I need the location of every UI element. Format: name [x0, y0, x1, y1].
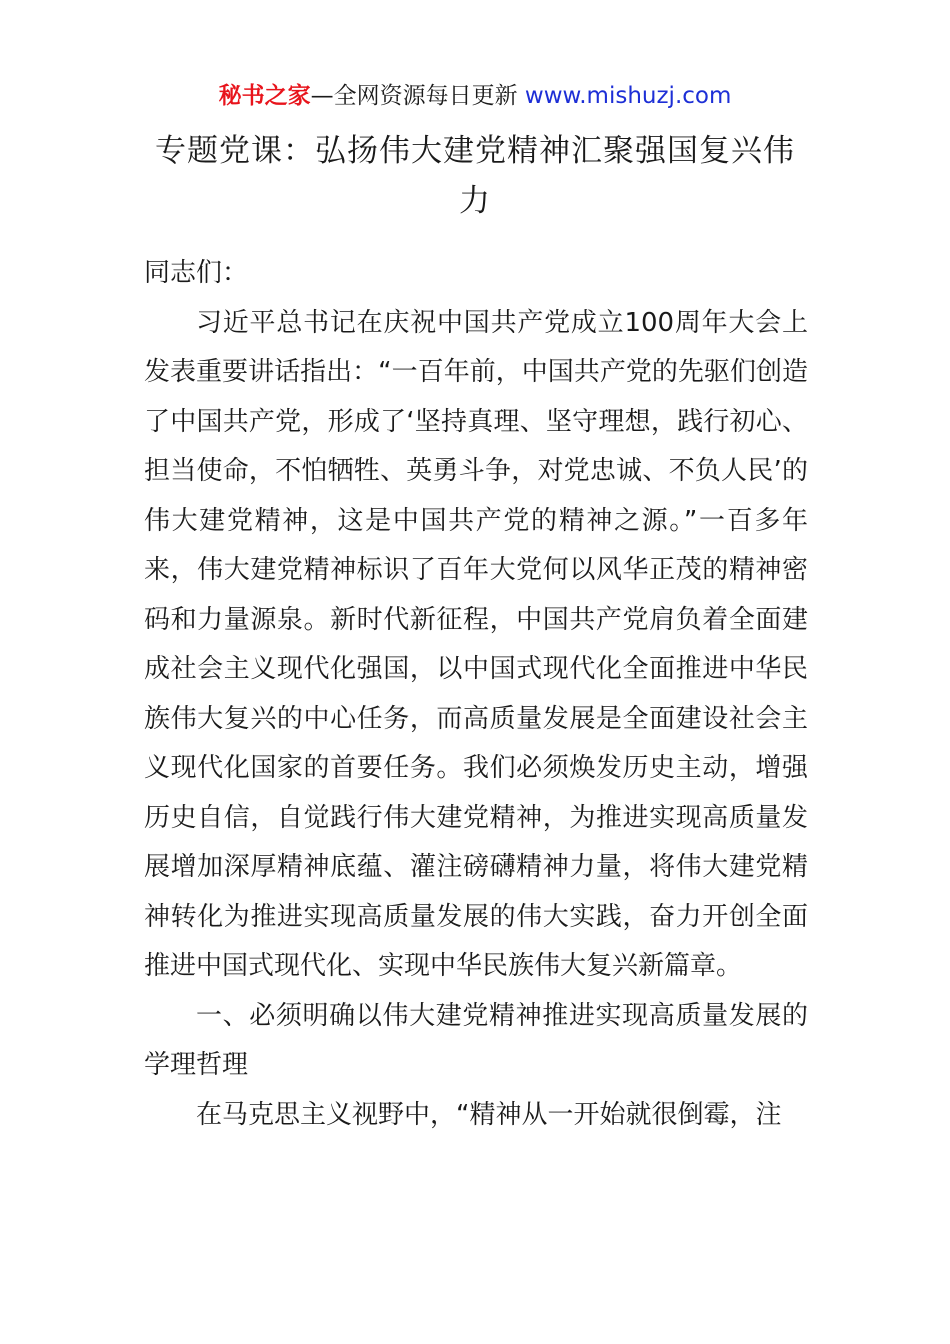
salutation: 同志们：	[144, 258, 249, 288]
site-header	[0, 80, 950, 112]
paragraph: 习近平总书记在庆祝中国共产党成立100周年大会上发表重要讲话指出：“一百年前，中国共产党的先驱们创造了中国共产党，形成了‘坚持真理、坚守理想，践行初心、担当使命，不怕牺牲、英勇斗争，对党忠诚、不负人民’的伟大建党精神，这是中国共产党的精神之源。”一百多年来，伟大建党精神标识了百年大党何以风华正茂的精神密码和力量源泉。新时代新征程，中国共产党肩负着全面建成社会主义现代化强国，以中国式现代化全面推进中华民族伟大复兴的中心任务，而高质量发展是全面建设社会主义现代化国家的首要任务。我们必须焕发历史主动，增强历史自信，自觉践行伟大建党精神，为推进实现高质量发展增加深厚精神底蕴、灌注磅礴精神力量，将伟大建党精神转化为推进实现高质量发展的伟大实践，奋力开创全面推进中国式现代化、实现中华民族伟大复兴新篇章。	[144, 307, 808, 981]
document-title: 专题党课：弘扬伟大建党精神汇聚强国复兴伟力	[155, 133, 795, 219]
header-tagline: —全网资源每日更新	[310, 83, 525, 109]
document-body	[144, 249, 808, 1140]
brand-name: 秘书之家	[218, 83, 311, 109]
section-heading: 一、必须明确以伟大建党精神推进实现高质量发展的学理哲理	[144, 1000, 808, 1080]
site-url[interactable]: www.mishuzj.com	[524, 83, 732, 109]
paragraph: 在马克思主义视野中，“精神从一开始就很倒霉，注	[196, 1099, 782, 1130]
